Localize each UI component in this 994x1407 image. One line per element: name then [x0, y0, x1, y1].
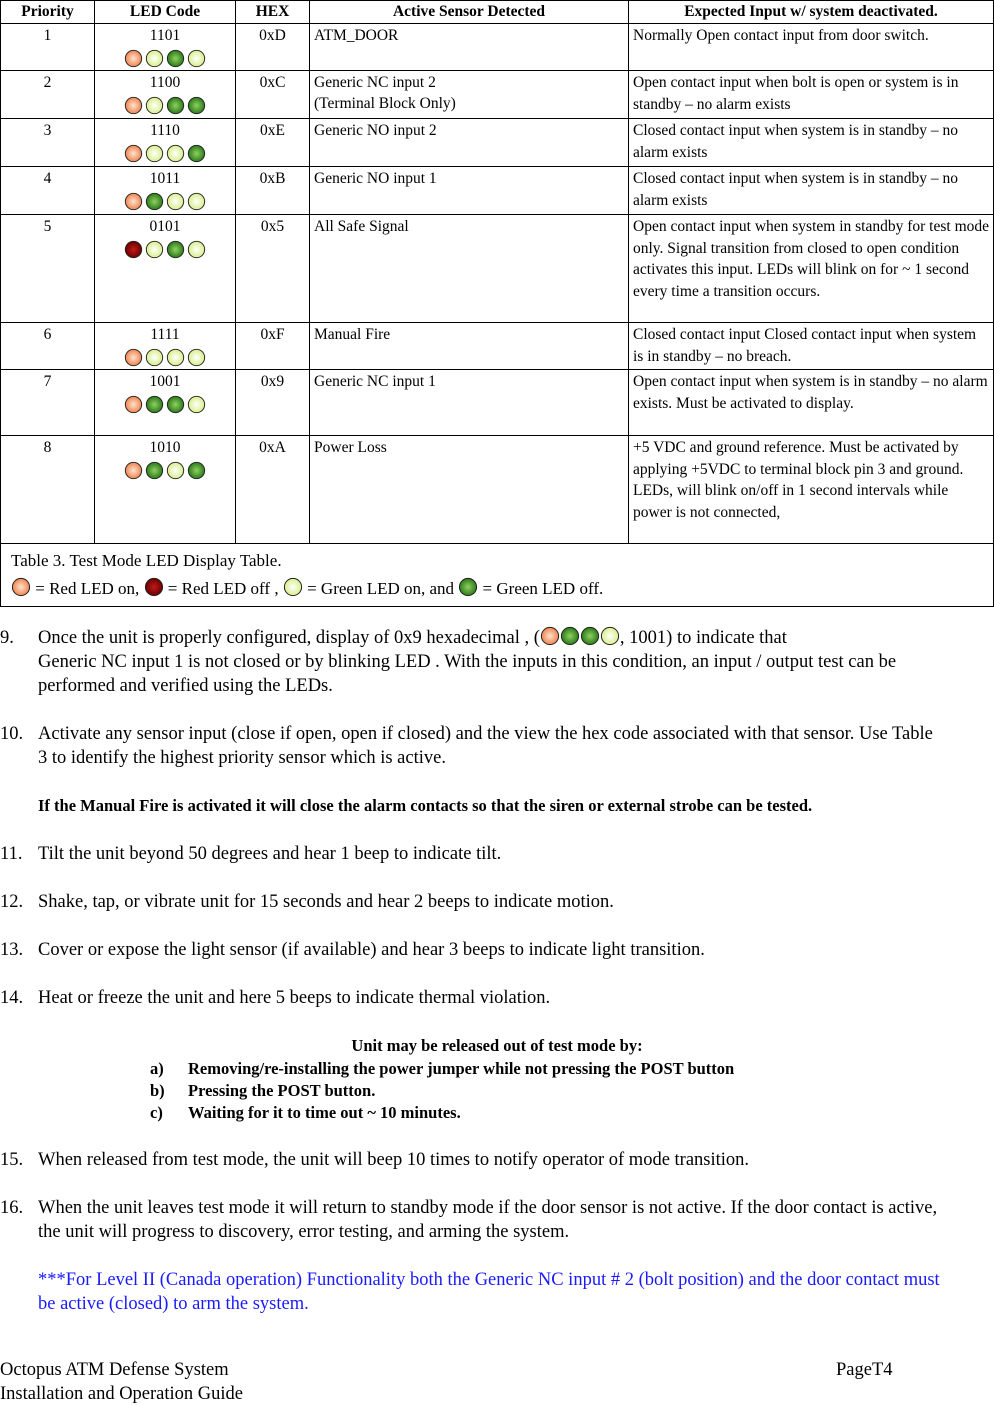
table-row	[1, 436, 994, 544]
expected-input-cell: Open contact input when system is in standby – no alarm exists. Must be activated to display.	[629, 370, 994, 436]
release-option-c	[0, 1102, 994, 1124]
table-row	[1, 370, 994, 436]
green-off-led-icon	[166, 395, 185, 414]
step-13-text: Cover or expose the light sensor (if available) and hear 3 beeps to indicate light transition.	[38, 940, 705, 960]
step-12-text: Shake, tap, or vibrate unit for 15 seconds and hear 2 beeps to indicate motion.	[38, 892, 614, 912]
step-14	[0, 986, 938, 1010]
led-code-cell	[95, 215, 236, 323]
step-13	[0, 938, 938, 962]
legend-red-off: = Red LED off ,	[167, 579, 279, 598]
green-off-led-icon	[560, 626, 580, 646]
led-legend	[11, 575, 983, 602]
legend-green-on: = Green LED on, and	[307, 579, 455, 598]
caption-title: Table 3. Test Mode LED Display Table.	[11, 551, 282, 570]
step-16	[0, 1196, 938, 1244]
table-caption-row	[1, 544, 994, 607]
table-body	[1, 24, 994, 544]
led-indicator-group	[99, 346, 231, 366]
led-indicator-group	[99, 459, 231, 479]
table-row	[1, 24, 994, 71]
step-11-text: Tilt the unit beyond 50 degrees and hear 1 beep to indicate tilt.	[38, 844, 502, 864]
step-number: 13.	[0, 940, 24, 960]
release-title: Unit may be released out of test mode by:	[351, 1036, 643, 1055]
led-code-cell	[95, 370, 236, 436]
table-row	[1, 323, 994, 370]
hex-cell: 0x9	[236, 370, 310, 436]
step-15-text: When released from test mode, the unit will beep 10 times to notify operator of mode transition.	[38, 1150, 750, 1170]
green-on-led-icon	[187, 395, 206, 414]
green-led-on-icon	[283, 579, 303, 598]
release-b-label: b)	[150, 1081, 165, 1100]
step-9-text-c: Generic NC input 1 is not closed or by blinking LED . With the inputs in this condition, an input / output test can be performed and verified using the LEDs.	[38, 652, 897, 696]
step-9-text-b: , 1001) to indicate that	[619, 628, 787, 648]
footer-subtitle: Installation and Operation Guide	[0, 1384, 244, 1404]
table-row	[1, 167, 994, 215]
led-display-table	[0, 0, 994, 607]
green-on-led-icon	[166, 192, 185, 211]
hex-cell: 0xB	[236, 167, 310, 215]
expected-input-cell: Closed contact input when system is in standby – no alarm exists	[629, 119, 994, 167]
release-b-text: Pressing the POST button.	[188, 1081, 376, 1100]
led-code-cell	[95, 119, 236, 167]
sensor-cell: Generic NO input 1	[310, 167, 629, 215]
sensor-cell: Manual Fire	[310, 323, 629, 370]
priority-cell: 7	[1, 370, 95, 436]
green-led-on-icon	[600, 628, 620, 648]
red-on-led-icon	[124, 348, 143, 367]
green-on-led-icon	[145, 144, 164, 163]
page-number: PageT4	[836, 1360, 893, 1380]
priority-cell: 8	[1, 436, 95, 544]
green-on-led-icon	[187, 192, 206, 211]
release-option-b	[0, 1080, 994, 1102]
green-off-led-icon	[187, 96, 206, 115]
green-on-led-icon	[145, 96, 164, 115]
green-off-led-icon	[458, 577, 478, 597]
step-10-text: Activate any sensor input (close if open, open if closed) and the view the hex code associated with that sensor. Use Table 3 to identify the highest priority sensor which is active.	[38, 724, 933, 768]
release-a-label: a)	[150, 1059, 164, 1078]
green-off-led-icon	[145, 192, 164, 211]
sensor-cell: Power Loss	[310, 436, 629, 544]
led-code-cell	[95, 167, 236, 215]
green-off-led-icon	[580, 626, 600, 646]
table-caption	[1, 544, 994, 607]
led-indicator-group	[99, 238, 231, 258]
priority-cell: 2	[1, 71, 95, 119]
expected-input-cell: Open contact input when bolt is open or system is in standby – no alarm exists	[629, 71, 994, 119]
red-on-led-icon	[124, 192, 143, 211]
page-footer	[0, 1358, 994, 1406]
green-off-led-icon	[145, 461, 164, 480]
green-on-led-icon	[283, 577, 303, 597]
release-c-text: Waiting for it to time out ~ 10 minutes.	[188, 1103, 461, 1122]
green-off-led-icon	[166, 96, 185, 115]
red-led-off-icon	[144, 579, 164, 598]
green-off-led-icon	[145, 395, 164, 414]
green-off-led-icon	[187, 461, 206, 480]
release-c-label: c)	[150, 1103, 163, 1122]
step-9-text-a: Once the unit is properly configured, display of 0x9 hexadecimal , (	[38, 628, 540, 648]
header-priority: Priority	[1, 1, 95, 24]
led-code-cell	[95, 24, 236, 71]
priority-cell: 1	[1, 24, 95, 71]
table-row	[1, 119, 994, 167]
sensor-cell: ATM_DOOR	[310, 24, 629, 71]
step-10	[0, 722, 938, 770]
green-on-led-icon	[600, 626, 620, 646]
led-code-cell	[95, 71, 236, 119]
sensor-cell: Generic NO input 2	[310, 119, 629, 167]
green-led-off-icon	[458, 579, 478, 598]
step-11	[0, 842, 938, 866]
red-on-led-icon	[124, 49, 143, 68]
red-on-led-icon	[124, 461, 143, 480]
step-14-text: Heat or freeze the unit and here 5 beeps to indicate thermal violation.	[38, 988, 551, 1008]
priority-cell: 3	[1, 119, 95, 167]
header-active-sensor: Active Sensor Detected	[310, 1, 629, 24]
led-indicator-group	[99, 393, 231, 413]
procedure-steps	[0, 626, 994, 1316]
step-number: 10.	[0, 724, 24, 744]
green-on-led-icon	[145, 49, 164, 68]
hex-cell: 0xF	[236, 323, 310, 370]
led-code-binary: 0101	[149, 218, 181, 235]
green-on-led-icon	[187, 240, 206, 259]
step-number: 9.	[0, 628, 14, 648]
red-on-led-icon	[124, 96, 143, 115]
green-led-off-icon	[580, 628, 600, 648]
sensor-cell: Generic NC input 2 (Terminal Block Only)	[310, 71, 629, 119]
header-hex: HEX	[236, 1, 310, 24]
step-number: 15.	[0, 1150, 24, 1170]
led-indicator-group	[99, 190, 231, 210]
step-12	[0, 890, 938, 914]
priority-cell: 4	[1, 167, 95, 215]
red-led-on-icon	[540, 628, 560, 648]
green-off-led-icon	[166, 240, 185, 259]
hex-cell: 0xC	[236, 71, 310, 119]
led-code-cell	[95, 323, 236, 370]
legend-red-on: = Red LED on,	[35, 579, 140, 598]
green-off-led-icon	[187, 144, 206, 163]
green-on-led-icon	[187, 348, 206, 367]
hex-cell: 0x5	[236, 215, 310, 323]
green-on-led-icon	[166, 461, 185, 480]
led-indicator-group	[99, 47, 231, 67]
led-code-binary: 1010	[149, 439, 181, 456]
red-on-led-icon	[11, 577, 31, 597]
step-number: 16.	[0, 1198, 24, 1218]
level-2-note: ***For Level II (Canada operation) Functionality both the Generic NC input # 2 (bolt position) and the door contact must be active (closed) to arm the system.	[38, 1270, 940, 1314]
expected-input-cell: Normally Open contact input from door switch.	[629, 24, 994, 71]
header-led-code: LED Code	[95, 1, 236, 24]
green-off-led-icon	[166, 49, 185, 68]
red-on-led-icon	[124, 144, 143, 163]
led-code-binary: 1011	[149, 170, 181, 187]
led-code-cell	[95, 436, 236, 544]
header-expected-input: Expected Input w/ system deactivated.	[629, 1, 994, 24]
green-on-led-icon	[187, 49, 206, 68]
step-number: 11.	[0, 844, 23, 864]
priority-cell: 5	[1, 215, 95, 323]
red-led-on-icon	[11, 579, 31, 598]
step-16-text: When the unit leaves test mode it will return to standby mode if the door sensor is not active. If the door contact is active, the unit will progress to discovery, error testing, and arming the system.	[38, 1198, 938, 1242]
step-number: 14.	[0, 988, 24, 1008]
hex-cell: 0xD	[236, 24, 310, 71]
green-on-led-icon	[145, 348, 164, 367]
led-code-binary: 1101	[149, 27, 181, 44]
red-on-led-icon	[124, 395, 143, 414]
step-15	[0, 1148, 938, 1172]
green-on-led-icon	[166, 348, 185, 367]
green-on-led-icon	[166, 144, 185, 163]
led-code-binary: 1001	[149, 373, 181, 390]
sensor-cell: All Safe Signal	[310, 215, 629, 323]
step-9	[0, 626, 938, 698]
priority-cell: 6	[1, 323, 95, 370]
release-a-text: Removing/re-installing the power jumper while not pressing the POST button	[188, 1059, 735, 1078]
table-row	[1, 71, 994, 119]
sensor-cell: Generic NC input 1	[310, 370, 629, 436]
expected-input-cell: Closed contact input when system is in standby – no alarm exists	[629, 167, 994, 215]
hex-cell: 0xA	[236, 436, 310, 544]
red-off-led-icon	[124, 240, 143, 259]
hex-cell: 0xE	[236, 119, 310, 167]
led-code-binary: 1110	[150, 122, 180, 139]
release-option-a	[0, 1058, 994, 1080]
led-code-binary: 1111	[150, 326, 180, 343]
expected-input-cell: Closed contact input Closed contact input when system is in standby – no breach.	[629, 323, 994, 370]
led-indicator-group	[99, 94, 231, 114]
red-on-led-icon	[540, 626, 560, 646]
led-indicator-group	[99, 142, 231, 162]
table-header-row	[1, 1, 994, 24]
led-code-binary: 1100	[149, 74, 181, 91]
green-on-led-icon	[145, 240, 164, 259]
step-number: 12.	[0, 892, 24, 912]
table-row	[1, 215, 994, 323]
expected-input-cell: Open contact input when system in standby for test mode only. Signal transition from closed to open condition activates this input. LEDs will blink on for ~ 1 second every time a transition occurs.	[629, 215, 994, 323]
red-off-led-icon	[144, 577, 164, 597]
manual-fire-note: If the Manual Fire is activated it will close the alarm contacts so that the siren or external strobe can be tested.	[38, 796, 813, 815]
expected-input-cell: +5 VDC and ground reference. Must be activated by applying +5VDC to terminal block pin 3 and ground. LEDs, will blink on/off in 1 second intervals while power is not connected,	[629, 436, 994, 544]
green-led-off-icon	[560, 628, 580, 648]
legend-green-off: = Green LED off.	[482, 579, 604, 598]
footer-title: Octopus ATM Defense System	[0, 1360, 229, 1380]
